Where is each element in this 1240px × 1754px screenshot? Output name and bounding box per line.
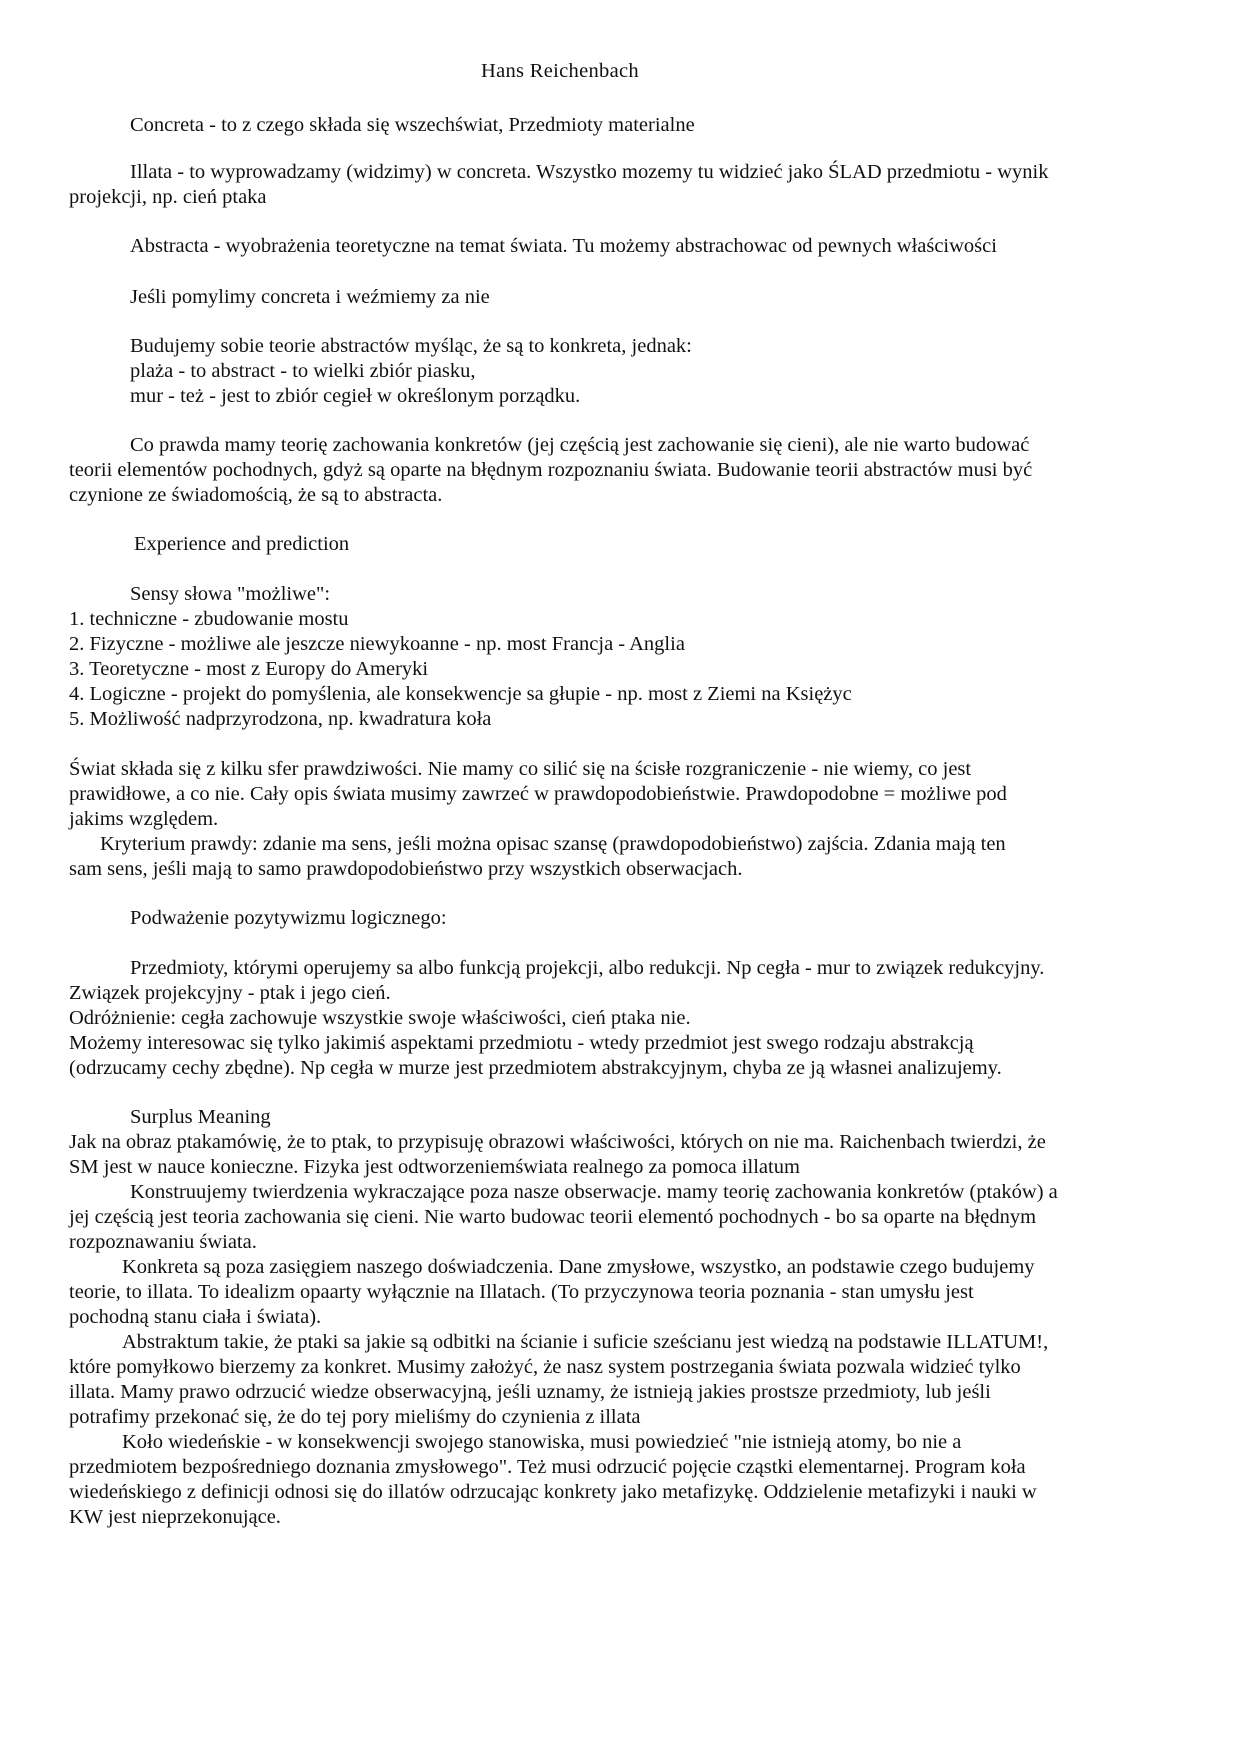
list-item: 4. Logiczne - projekt do pomyślenia, ale konsekwencje sa głupie - np. most z Ziemi na Księżyc bbox=[69, 683, 852, 705]
text-line: KW jest nieprzekonujące. bbox=[69, 1506, 281, 1528]
text-line: plaża - to abstract - to wielki zbiór piasku, bbox=[130, 360, 476, 382]
text-line: (odrzucamy cechy zbędne). Np cegła w murze jest przedmiotem abstrakcyjnym, chyba ze ją własnei analizujemy. bbox=[69, 1057, 1002, 1079]
text-line: teorie, to illata. To idealizm opaarty wyłącznie na Illatach. (To przyczynowa teoria poznania - stan umysłu jest bbox=[69, 1281, 974, 1303]
text-line: Budujemy sobie teorie abstractów myśląc, że są to konkreta, jednak: bbox=[130, 335, 692, 357]
text-line: Możemy interesowac się tylko jakimiś aspektami przedmiotu - wtedy przedmiot jest swego rodzaju abstrakcją bbox=[69, 1032, 974, 1054]
text-line: jej częścią jest teoria zachowania się cieni. Nie warto budowac teorii elementó pochodnych - bo sa oparte na błędnym bbox=[69, 1206, 1037, 1228]
text-line: które pomyłkowo bierzemy za konkret. Musimy założyć, że nasz system postrzegania świata pozwala widzieć tylko bbox=[69, 1356, 1021, 1378]
text-line: Przedmioty, którymi operujemy sa albo funkcją projekcji, albo redukcji. Np cegła - mur to związek redukcyjny. bbox=[130, 957, 1045, 979]
text-line: SM jest w nauce konieczne. Fizyka jest odtworzeniemświata realnego za pomoca illatum bbox=[69, 1156, 800, 1178]
heading-experience: Experience and prediction bbox=[134, 533, 350, 555]
text-line: teorii elementów pochodnych, gdyż są oparte na błędnym rozpoznaniu świata. Budowanie teorii abstractów musi być bbox=[69, 459, 1033, 481]
paragraph-abstracta: Abstracta - wyobrażenia teoretyczne na temat świata. Tu możemy abstrachowac od pewnych właściwości bbox=[130, 235, 997, 257]
list-item: 1. techniczne - zbudowanie mostu bbox=[69, 608, 349, 630]
text-line: Kryterium prawdy: zdanie ma sens, jeśli można opisac szansę (prawdopodobieństwo) zajścia. Zdania mają ten bbox=[100, 833, 1006, 855]
text-line: prawidłowe, a co nie. Cały opis świata musimy zawrzeć w prawdopodobieństwie. Prawdopodobne = możliwe pod bbox=[69, 783, 1007, 805]
text-line: illata. Mamy prawo odrzucić wiedze obserwacyjną, jeśli uznamy, że istnieją jakies prostsze przedmioty, lub jeśli bbox=[69, 1381, 991, 1403]
text-line: sam sens, jeśli mają to samo prawdopodobieństwo przy wszystkich obserwacjach. bbox=[69, 858, 743, 880]
text-line: jakims względem. bbox=[69, 808, 219, 830]
text-line: potrafimy przekonać się, że do tej pory mieliśmy do czynienia z illata bbox=[69, 1406, 641, 1428]
paragraph-jesli: Jeśli pomylimy concreta i weźmiemy za nie bbox=[130, 286, 490, 308]
heading-sensy: Sensy słowa "możliwe": bbox=[130, 583, 331, 605]
document-title: Hans Reichenbach bbox=[481, 60, 639, 82]
text-line: mur - też - jest to zbiór cegieł w określonym porządku. bbox=[130, 385, 581, 407]
text-line: Koło wiedeńskie - w konsekwencji swojego stanowiska, musi powiedzieć "nie istnieją atomy, bo nie a bbox=[122, 1431, 962, 1453]
text-line: czynione ze świadomością, że są to abstracta. bbox=[69, 484, 443, 506]
text-line: wiedeńskiego z definicji odnosi się do illatów odrzucając konkrety jako metafizykę. Oddzielenie metafizyki i nauki w bbox=[69, 1481, 1037, 1503]
paragraph-concreta: Concreta - to z czego składa się wszechświat, Przedmioty materialne bbox=[130, 114, 695, 136]
text-line: Świat składa się z kilku sfer prawdziwości. Nie mamy co silić się na ścisłe rozgraniczenie - nie wiemy, co jest bbox=[69, 758, 972, 780]
text-line: Jak na obraz ptakamówię, że to ptak, to przypisuję obrazowi właściwości, których on nie ma. Raichenbach twierdzi, że bbox=[69, 1131, 1046, 1153]
text-line: Konstruujemy twierdzenia wykraczające poza nasze obserwacje. mamy teorię zachowania konkretów (ptaków) a bbox=[130, 1181, 1058, 1203]
text-line: rozpoznawaniu świata. bbox=[69, 1231, 257, 1253]
list-item: 5. Możliwość nadprzyrodzona, np. kwadratura koła bbox=[69, 708, 492, 730]
text-line: Co prawda mamy teorię zachowania konkretów (jej częścią jest zachowanie się cieni), ale nie warto budować bbox=[130, 434, 1030, 456]
text-line: pochodną stanu ciała i świata). bbox=[69, 1306, 322, 1328]
text-line: Illata - to wyprowadzamy (widzimy) w concreta. Wszystko mozemy tu widzieć jako ŚLAD przedmiotu - wynik bbox=[130, 161, 1049, 183]
text-line: Abstraktum takie, że ptaki sa jakie są odbitki na ścianie i suficie sześcianu jest wiedzą na podstawie ILLATUM!, bbox=[122, 1331, 1049, 1353]
text-line: Konkreta są poza zasięgiem naszego doświadczenia. Dane zmysłowe, wszystko, an podstawie czego budujemy bbox=[122, 1256, 1035, 1278]
list-item: 3. Teoretyczne - most z Europy do Ameryki bbox=[69, 658, 429, 680]
text-line: Odróżnienie: cegła zachowuje wszystkie swoje właściwości, cień ptaka nie. bbox=[69, 1007, 691, 1029]
heading-surplus: Surplus Meaning bbox=[130, 1106, 271, 1128]
text-line: projekcji, np. cień ptaka bbox=[69, 186, 267, 208]
heading-podwazenie: Podważenie pozytywizmu logicznego: bbox=[130, 907, 447, 929]
text-line: przedmiotem bezpośredniego doznania zmysłowego". Też musi odrzucić pojęcie cząstki elementarnej. Program koła bbox=[69, 1456, 1026, 1478]
list-item: 2. Fizyczne - możliwe ale jeszcze niewykoanne - np. most Francja - Anglia bbox=[69, 633, 685, 655]
text-line: Związek projekcyjny - ptak i jego cień. bbox=[69, 982, 391, 1004]
